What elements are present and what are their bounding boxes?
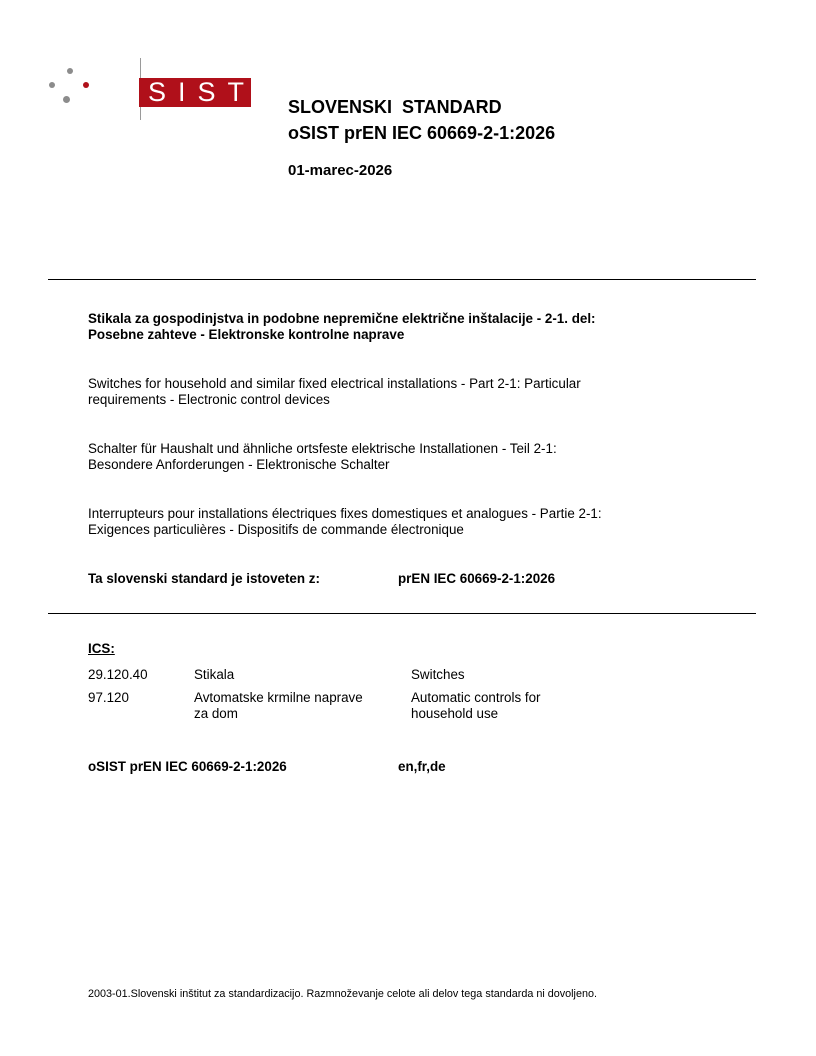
title-german-line2: Besondere Anforderungen - Elektronische Schalter (88, 457, 390, 472)
title-french (88, 506, 748, 538)
title-french-line1: Interrupteurs pour installations électriques fixes domestiques et analogues - Partie 2-1: (88, 506, 602, 521)
logo-dot (67, 68, 73, 74)
ics-term-sl-line1: Avtomatske krmilne naprave (194, 690, 363, 705)
ics-term-en: Switches (411, 667, 465, 682)
ics-code: 97.120 (88, 690, 129, 705)
ics-term-en-line1: Automatic controls for (411, 690, 541, 705)
logo-dot (49, 82, 55, 88)
logo-dot (63, 96, 70, 103)
divider (48, 613, 756, 614)
identity-label: Ta slovenski standard je istoveten z: (88, 571, 320, 586)
standard-type: SLOVENSKI STANDARD (288, 97, 502, 117)
standard-designation: oSIST prEN IEC 60669-2-1:2026 (288, 123, 556, 143)
title-german (88, 441, 748, 473)
ics-term-sl-line2: za dom (194, 706, 238, 721)
title-english (88, 376, 748, 408)
title-slovenian (88, 311, 748, 343)
ics-term-en-line2: household use (411, 706, 499, 721)
ics-term-en (411, 690, 541, 722)
ics-heading: ICS: (88, 641, 115, 656)
standard-date: 01-marec-2026 (288, 162, 393, 179)
bottom-languages: en,fr,de (398, 759, 446, 774)
ics-code: 29.120.40 (88, 667, 148, 682)
title-french-line2: Exigences particulières - Dispositifs de commande électronique (88, 522, 464, 537)
title-english-line1: Switches for household and similar fixed electrical installations - Part 2-1: Particular (88, 376, 581, 391)
logo-wordmark: SIST (139, 78, 251, 107)
logo-dot (83, 82, 89, 88)
divider (48, 279, 756, 280)
ics-term-sl (194, 690, 363, 722)
bottom-designation: oSIST prEN IEC 60669-2-1:2026 (88, 759, 287, 774)
identity-value: prEN IEC 60669-2-1:2026 (398, 571, 556, 586)
ics-term-sl: Stikala (194, 667, 235, 682)
title-slovenian-line1: Stikala za gospodinjstva in podobne nepremične električne inštalacije - 2-1. del: (88, 311, 596, 326)
title-slovenian-line2: Posebne zahteve - Elektronske kontrolne naprave (88, 327, 405, 342)
title-english-line2: requirements - Electronic control devices (88, 392, 330, 407)
copyright-footer: 2003-01.Slovenski inštitut za standardizacijo. Razmnoževanje celote ali delov tega standarda ni dovoljeno. (88, 988, 597, 1000)
sist-logo (47, 58, 257, 120)
title-german-line1: Schalter für Haushalt und ähnliche ortsfeste elektrische Installationen - Teil 2-1: (88, 441, 557, 456)
